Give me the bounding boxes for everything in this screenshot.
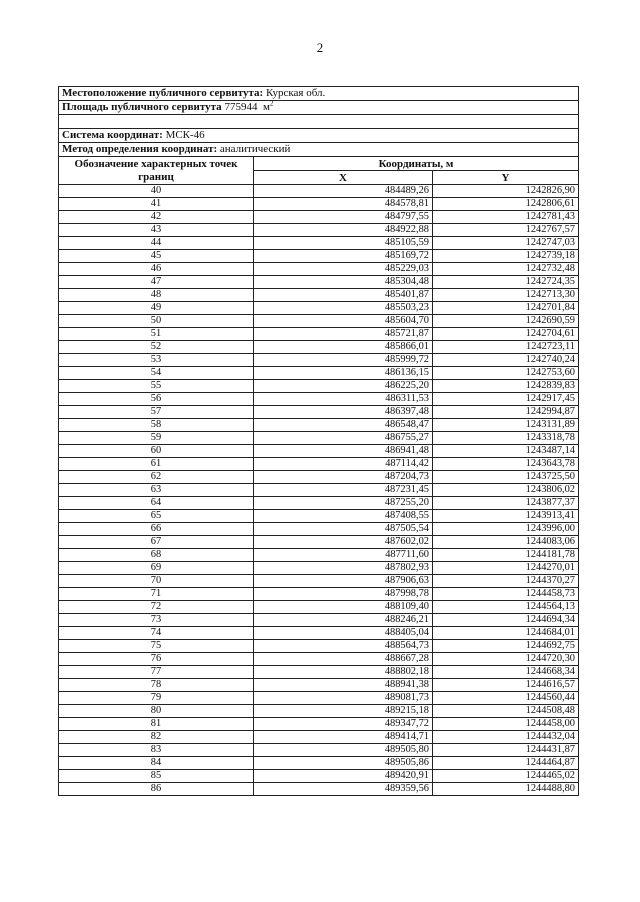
y-value: 1244560,44 xyxy=(433,692,579,705)
table-row xyxy=(59,380,579,393)
y-value: 1242724,35 xyxy=(433,276,579,289)
system-label: Система координат: xyxy=(62,129,163,141)
y-value: 1242806,61 xyxy=(433,198,579,211)
x-value: 489359,56 xyxy=(254,783,433,796)
table-row xyxy=(59,679,579,692)
table-row xyxy=(59,367,579,380)
table-row xyxy=(59,354,579,367)
method-label: Метод определения координат: xyxy=(62,143,218,155)
table-row xyxy=(59,393,579,406)
y-value: 1244508,48 xyxy=(433,705,579,718)
table-row xyxy=(59,224,579,237)
y-value: 1244488,80 xyxy=(433,783,579,796)
point-number: 53 xyxy=(59,354,254,367)
point-number: 57 xyxy=(59,406,254,419)
table-row xyxy=(59,666,579,679)
point-number: 42 xyxy=(59,211,254,224)
y-value: 1244464,87 xyxy=(433,757,579,770)
area-unit-superscript: 2 xyxy=(269,100,274,108)
table-row xyxy=(59,250,579,263)
x-value: 486225,20 xyxy=(254,380,433,393)
servitude-coordinates-table xyxy=(58,86,579,796)
point-number: 75 xyxy=(59,640,254,653)
area-unit: м xyxy=(262,101,270,113)
y-value: 1242767,57 xyxy=(433,224,579,237)
x-value: 489347,72 xyxy=(254,718,433,731)
x-value: 488109,40 xyxy=(254,601,433,614)
y-value: 1244431,87 xyxy=(433,744,579,757)
table-row xyxy=(59,276,579,289)
x-value: 485866,01 xyxy=(254,341,433,354)
table-row xyxy=(59,185,579,198)
x-value: 488564,73 xyxy=(254,640,433,653)
y-value: 1243996,00 xyxy=(433,523,579,536)
table-row xyxy=(59,211,579,224)
y-value: 1243487,14 xyxy=(433,445,579,458)
location-row xyxy=(59,87,579,101)
system-value: МСК-46 xyxy=(165,129,205,141)
point-number: 81 xyxy=(59,718,254,731)
y-value: 1244370,27 xyxy=(433,575,579,588)
y-value: 1242713,30 xyxy=(433,289,579,302)
table-row xyxy=(59,289,579,302)
y-value: 1242917,45 xyxy=(433,393,579,406)
table-row xyxy=(59,770,579,783)
x-value: 486941,48 xyxy=(254,445,433,458)
y-value: 1244720,30 xyxy=(433,653,579,666)
y-value: 1242701,84 xyxy=(433,302,579,315)
y-value: 1244458,00 xyxy=(433,718,579,731)
point-number: 69 xyxy=(59,562,254,575)
y-value: 1242839,83 xyxy=(433,380,579,393)
point-number: 72 xyxy=(59,601,254,614)
point-number: 50 xyxy=(59,315,254,328)
y-value: 1242747,03 xyxy=(433,237,579,250)
table-row xyxy=(59,562,579,575)
x-value: 489081,73 xyxy=(254,692,433,705)
x-value: 487114,42 xyxy=(254,458,433,471)
y-value: 1244181,78 xyxy=(433,549,579,562)
point-number: 46 xyxy=(59,263,254,276)
y-value: 1243913,41 xyxy=(433,510,579,523)
table-row xyxy=(59,588,579,601)
y-value: 1244668,34 xyxy=(433,666,579,679)
y-value: 1244692,75 xyxy=(433,640,579,653)
x-value: 489505,80 xyxy=(254,744,433,757)
x-value: 485401,87 xyxy=(254,289,433,302)
y-column-header: Y xyxy=(433,171,579,185)
point-number: 59 xyxy=(59,432,254,445)
y-value: 1242704,61 xyxy=(433,328,579,341)
x-value: 487505,54 xyxy=(254,523,433,536)
table-row xyxy=(59,497,579,510)
table-row xyxy=(59,198,579,211)
x-value: 484489,26 xyxy=(254,185,433,198)
point-number: 66 xyxy=(59,523,254,536)
y-value: 1244270,01 xyxy=(433,562,579,575)
x-value: 486311,53 xyxy=(254,393,433,406)
table-row xyxy=(59,705,579,718)
table-row xyxy=(59,718,579,731)
point-number: 64 xyxy=(59,497,254,510)
table-row xyxy=(59,302,579,315)
method-value: аналитический xyxy=(219,143,291,155)
point-number: 63 xyxy=(59,484,254,497)
x-value: 486136,15 xyxy=(254,367,433,380)
y-value: 1242739,18 xyxy=(433,250,579,263)
point-number: 54 xyxy=(59,367,254,380)
y-value: 1244684,01 xyxy=(433,627,579,640)
point-number: 62 xyxy=(59,471,254,484)
point-number: 43 xyxy=(59,224,254,237)
point-number: 56 xyxy=(59,393,254,406)
point-number: 85 xyxy=(59,770,254,783)
point-number: 68 xyxy=(59,549,254,562)
table-row xyxy=(59,458,579,471)
table-row xyxy=(59,653,579,666)
x-value: 485105,59 xyxy=(254,237,433,250)
x-value: 487231,45 xyxy=(254,484,433,497)
point-number: 58 xyxy=(59,419,254,432)
point-number: 48 xyxy=(59,289,254,302)
table-row xyxy=(59,328,579,341)
y-value: 1244564,13 xyxy=(433,601,579,614)
point-number: 71 xyxy=(59,588,254,601)
location-value: Курская обл. xyxy=(265,87,326,99)
table-row xyxy=(59,484,579,497)
table-row xyxy=(59,263,579,276)
x-value: 488405,04 xyxy=(254,627,433,640)
y-value: 1242723,11 xyxy=(433,341,579,354)
x-value: 487602,02 xyxy=(254,536,433,549)
x-value: 487408,55 xyxy=(254,510,433,523)
y-value: 1243643,78 xyxy=(433,458,579,471)
y-value: 1244694,34 xyxy=(433,614,579,627)
x-value: 487802,93 xyxy=(254,562,433,575)
coordinates-header: Координаты, м xyxy=(254,157,579,171)
table-row xyxy=(59,445,579,458)
table-row xyxy=(59,471,579,484)
x-value: 485503,23 xyxy=(254,302,433,315)
table-row xyxy=(59,432,579,445)
y-value: 1242740,24 xyxy=(433,354,579,367)
table-row xyxy=(59,575,579,588)
x-value: 487204,73 xyxy=(254,471,433,484)
table-row xyxy=(59,510,579,523)
point-number: 45 xyxy=(59,250,254,263)
point-number: 70 xyxy=(59,575,254,588)
table-row xyxy=(59,692,579,705)
empty-row xyxy=(59,115,579,129)
area-row xyxy=(59,101,579,115)
point-number: 82 xyxy=(59,731,254,744)
y-value: 1242781,43 xyxy=(433,211,579,224)
x-value: 486397,48 xyxy=(254,406,433,419)
point-number: 80 xyxy=(59,705,254,718)
point-number: 73 xyxy=(59,614,254,627)
x-value: 488802,18 xyxy=(254,666,433,679)
x-value: 487998,78 xyxy=(254,588,433,601)
page-number: 2 xyxy=(316,40,324,55)
table-row xyxy=(59,601,579,614)
table-row xyxy=(59,341,579,354)
point-number: 76 xyxy=(59,653,254,666)
y-value: 1243131,89 xyxy=(433,419,579,432)
point-number: 84 xyxy=(59,757,254,770)
y-value: 1244616,57 xyxy=(433,679,579,692)
x-value: 484797,55 xyxy=(254,211,433,224)
table-row xyxy=(59,549,579,562)
x-value: 485999,72 xyxy=(254,354,433,367)
x-value: 484578,81 xyxy=(254,198,433,211)
y-value: 1244083,06 xyxy=(433,536,579,549)
point-number: 74 xyxy=(59,627,254,640)
point-number: 51 xyxy=(59,328,254,341)
x-column-header: X xyxy=(254,171,433,185)
area-label: Площадь публичного сервитута xyxy=(62,101,222,113)
y-value: 1243806,02 xyxy=(433,484,579,497)
x-value: 487255,20 xyxy=(254,497,433,510)
x-value: 485304,48 xyxy=(254,276,433,289)
point-number: 79 xyxy=(59,692,254,705)
y-value: 1242994,87 xyxy=(433,406,579,419)
x-value: 489414,71 xyxy=(254,731,433,744)
table-row xyxy=(59,731,579,744)
point-number: 86 xyxy=(59,783,254,796)
point-number: 78 xyxy=(59,679,254,692)
point-number: 49 xyxy=(59,302,254,315)
y-value: 1242753,60 xyxy=(433,367,579,380)
coordinate-system-row xyxy=(59,129,579,143)
y-value: 1242690,59 xyxy=(433,315,579,328)
x-value: 487711,60 xyxy=(254,549,433,562)
y-value: 1242732,48 xyxy=(433,263,579,276)
point-number: 67 xyxy=(59,536,254,549)
point-number: 83 xyxy=(59,744,254,757)
x-value: 484922,88 xyxy=(254,224,433,237)
x-value: 485229,03 xyxy=(254,263,433,276)
method-row xyxy=(59,143,579,157)
point-column-header: Обозначение характерных точек границ xyxy=(59,157,254,185)
point-number: 41 xyxy=(59,198,254,211)
table-row xyxy=(59,757,579,770)
point-number: 61 xyxy=(59,458,254,471)
table-row xyxy=(59,536,579,549)
point-number: 60 xyxy=(59,445,254,458)
x-value: 486548,47 xyxy=(254,419,433,432)
x-value: 488667,28 xyxy=(254,653,433,666)
point-number: 77 xyxy=(59,666,254,679)
x-value: 485169,72 xyxy=(254,250,433,263)
header-row xyxy=(59,157,579,171)
x-value: 485721,87 xyxy=(254,328,433,341)
table-row xyxy=(59,614,579,627)
point-number: 52 xyxy=(59,341,254,354)
x-value: 489420,91 xyxy=(254,770,433,783)
y-value: 1243877,37 xyxy=(433,497,579,510)
table-row xyxy=(59,627,579,640)
point-number: 40 xyxy=(59,185,254,198)
y-value: 1244432,04 xyxy=(433,731,579,744)
y-value: 1243725,50 xyxy=(433,471,579,484)
point-number: 55 xyxy=(59,380,254,393)
table-row xyxy=(59,744,579,757)
point-number: 47 xyxy=(59,276,254,289)
x-value: 487906,63 xyxy=(254,575,433,588)
y-value: 1244458,73 xyxy=(433,588,579,601)
y-value: 1242826,90 xyxy=(433,185,579,198)
x-value: 486755,27 xyxy=(254,432,433,445)
area-value: 775944 xyxy=(224,101,258,113)
x-value: 489215,18 xyxy=(254,705,433,718)
table-row xyxy=(59,640,579,653)
table-row xyxy=(59,406,579,419)
y-value: 1243318,78 xyxy=(433,432,579,445)
y-value: 1244465,02 xyxy=(433,770,579,783)
x-value: 485604,70 xyxy=(254,315,433,328)
x-value: 489505,86 xyxy=(254,757,433,770)
point-number: 44 xyxy=(59,237,254,250)
location-label: Местоположение публичного сервитута: xyxy=(62,87,264,99)
table-row xyxy=(59,315,579,328)
table-row xyxy=(59,237,579,250)
table-row xyxy=(59,783,579,796)
table-row xyxy=(59,523,579,536)
x-value: 488941,38 xyxy=(254,679,433,692)
x-value: 488246,21 xyxy=(254,614,433,627)
table-row xyxy=(59,419,579,432)
point-number: 65 xyxy=(59,510,254,523)
